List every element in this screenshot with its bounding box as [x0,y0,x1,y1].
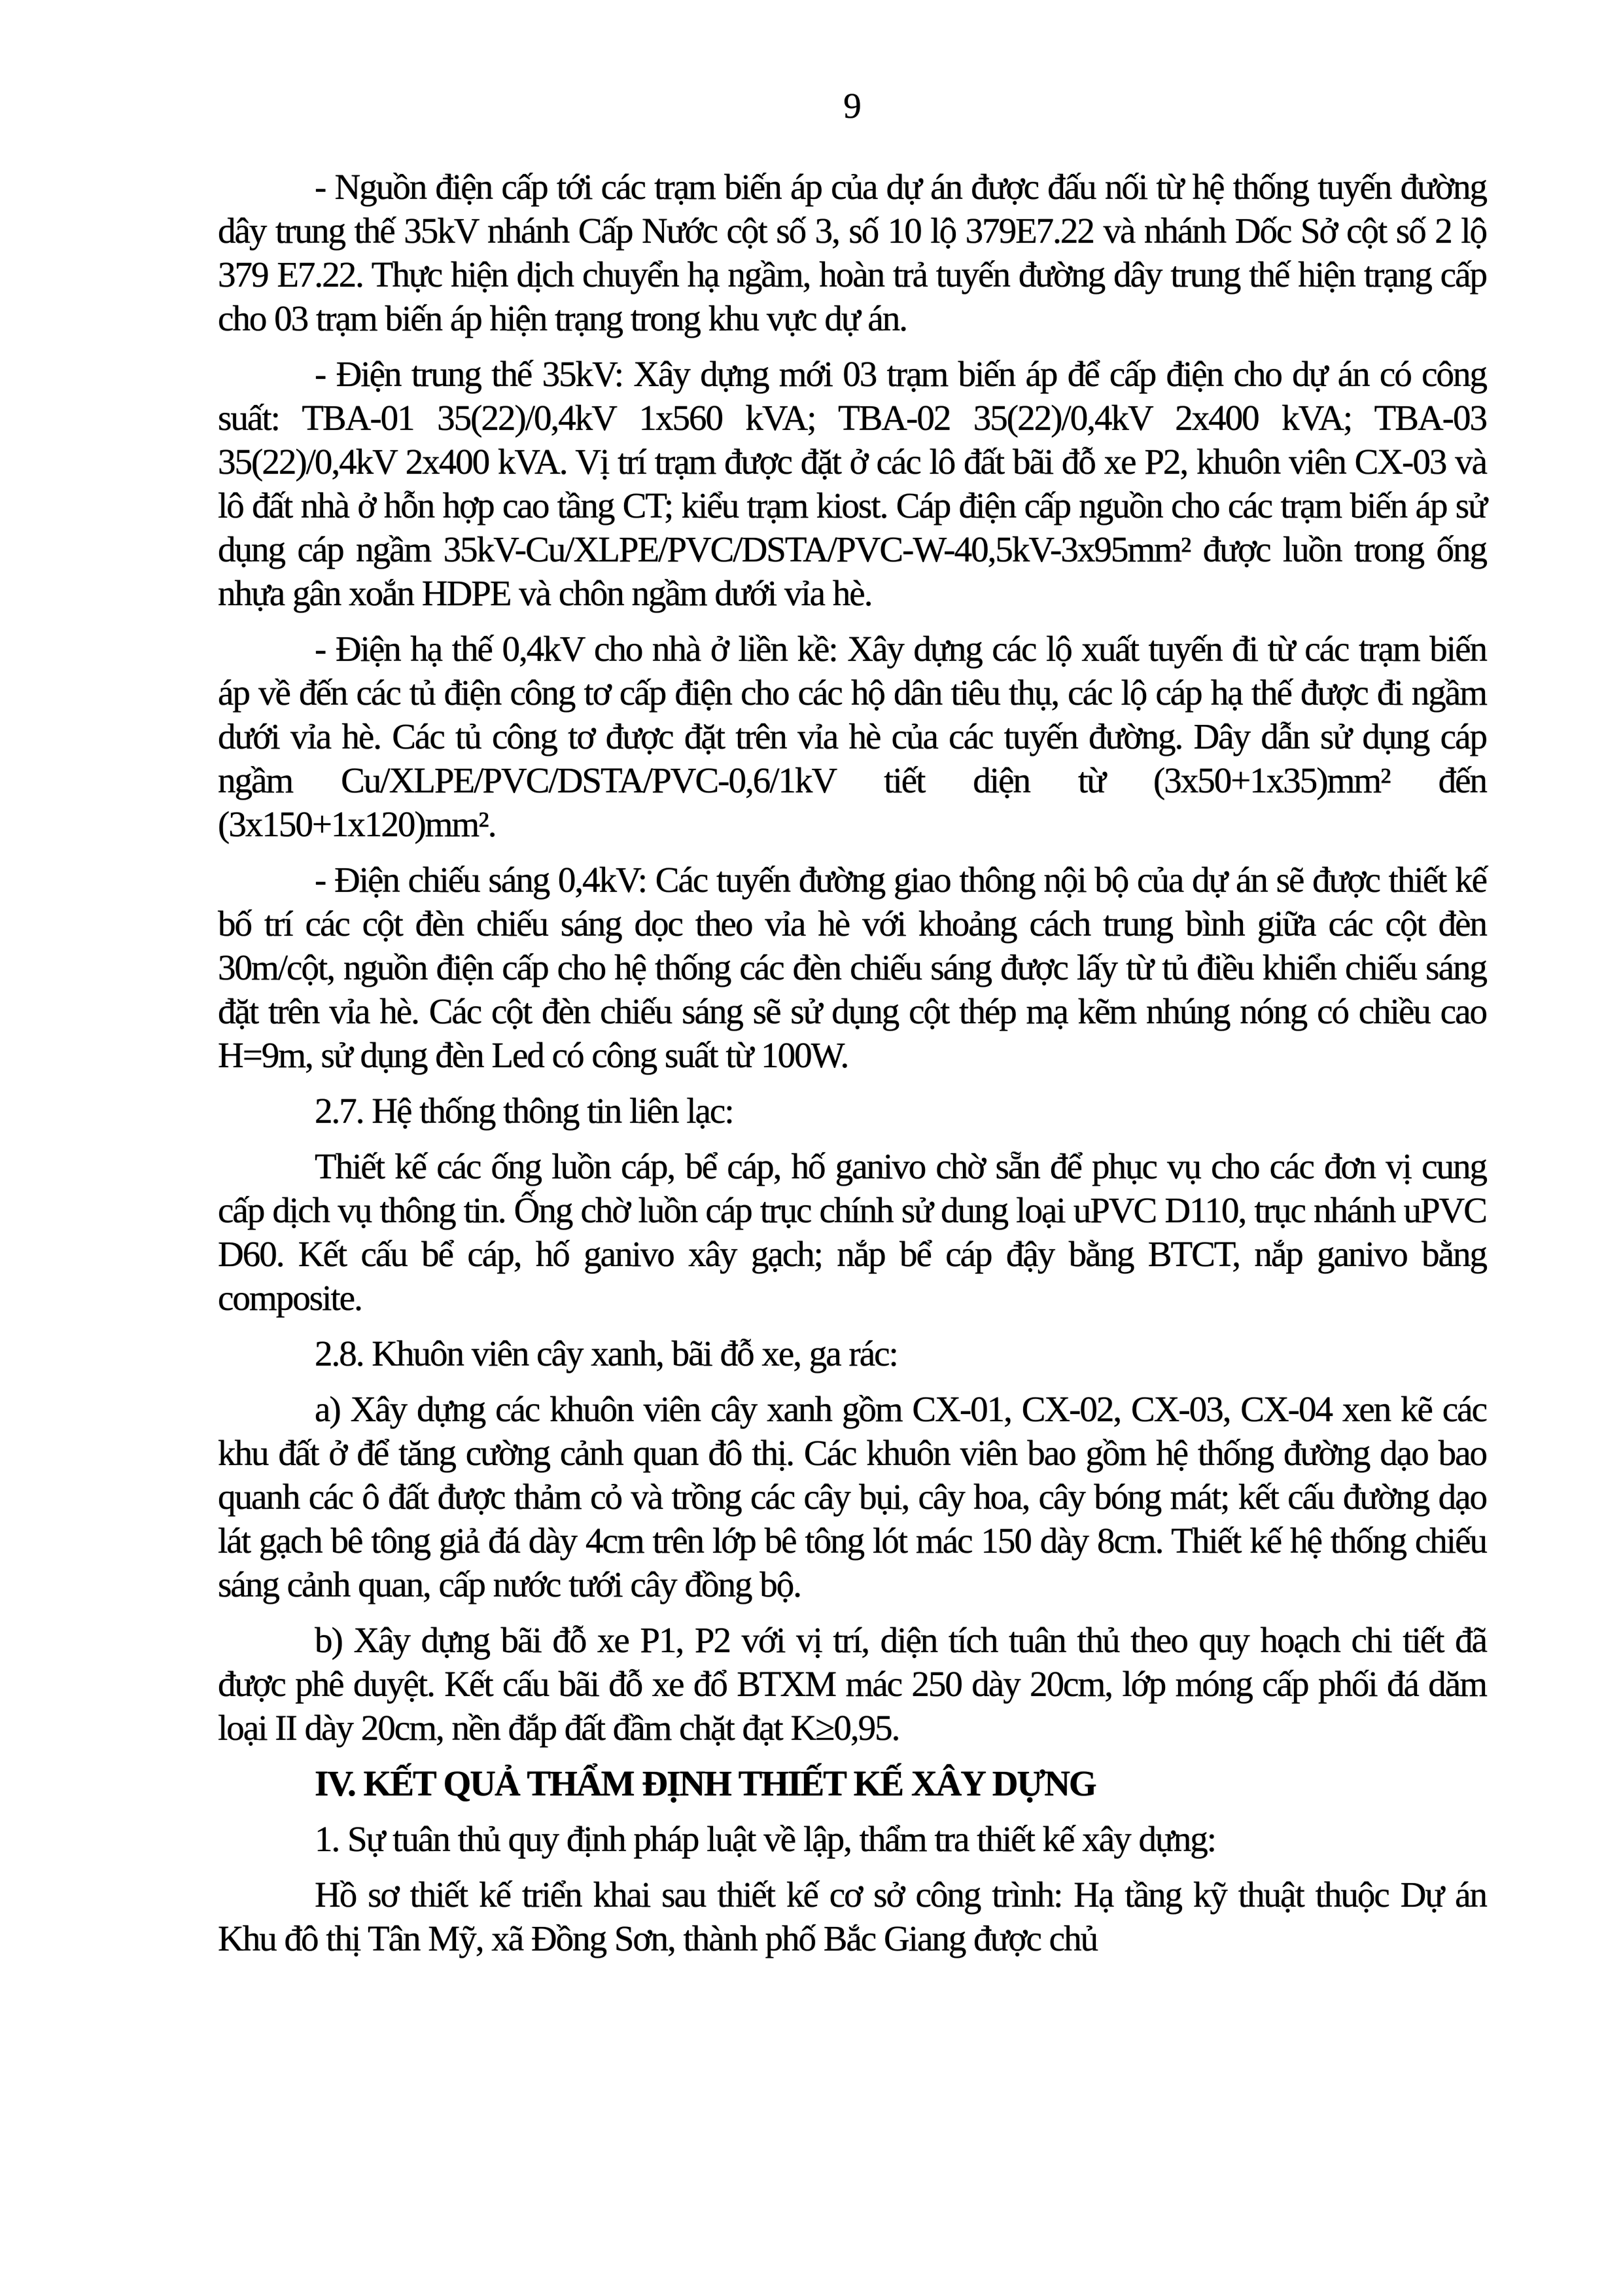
section-heading-iv-appraisal-results: IV. KẾT QUẢ THẨM ĐỊNH THIẾT KẾ XÂY DỰNG [315,1763,1096,1803]
section-heading-2-8-landscape-parking: 2.8. Khuôn viên cây xanh, bãi đỗ xe, ga rác: [315,1333,898,1373]
section-heading-2-7-communications: 2.7. Hệ thống thông tin liên lạc: [315,1091,733,1131]
paragraph-green-areas: a) Xây dựng các khuôn viên cây xanh gồm CX-01, CX-02, CX-03, CX-04 xen kẽ các khu đất ở để tăng cường cảnh quan đô thị. Các khuôn viên bao gồm hệ thống đường dạo bao quanh các ô đất được thảm cỏ và trồng các cây bụi, cây hoa, cây bóng mát; kết cấu đường dạo lát gạch bê tông giả đá dày 4cm trên lớp bê tông lót mác 150 dày 8cm. Thiết kế hệ thống chiếu sáng cảnh quan, cấp nước tưới cây đồng bộ. [218,1389,1486,1604]
paragraph-communications-design: Thiết kế các ống luồn cáp, bể cáp, hố ganivo chờ sẵn để phục vụ cho các đơn vị cung cấp dịch vụ thông tin. Ống chờ luồn cáp trục chính sử dung loại uPVC D110, trục nhánh uPVC D60. Kết cấu bể cáp, hố ganivo xây gạch; nắp bể cáp đậy bằng BTCT, nắp ganivo bằng composite. [218,1146,1486,1318]
page-number: 9 [843,86,861,126]
paragraph-power-source: - Nguồn điện cấp tới các trạm biến áp của dự án được đấu nối từ hệ thống tuyến đường dây trung thế 35kV nhánh Cấp Nước cột số 3, số 10 lộ 379E7.22 và nhánh Dốc Sở cột số 2 lộ 379 E7.22. Thực hiện dịch chuyển hạ ngầm, hoàn trả tuyến đường dây trung thế hiện trạng cấp cho 03 trạm biến áp hiện trạng trong khu vực dự án. [218,167,1486,338]
paragraph-medium-voltage-35kv: - Điện trung thế 35kV: Xây dựng mới 03 trạm biến áp để cấp điện cho dự án có công suất: TBA-01 35(22)/0,4kV 1x560 kVA; TBA-02 35(22)/0,4kV 2x400 kVA; TBA-03 35(22)/0,4kV 2x400 kVA. Vị trí trạm được đặt ở các lô đất bãi đỗ xe P2, khuôn viên CX-03 và lô đất nhà ở hỗn hợp cao tầng CT; kiểu trạm kiost. Cáp điện cấp nguồn cho các trạm biến áp sử dụng cáp ngầm 35kV-Cu/XLPE/PVC/DSTA/PVC-W-40,5kV-3x95mm² được luồn trong ống nhựa gân xoắn HDPE và chôn ngầm dưới vỉa hè. [218,354,1486,613]
paragraph-street-lighting: - Điện chiếu sáng 0,4kV: Các tuyến đường giao thông nội bộ của dự án sẽ được thiết kế bố trí các cột đèn chiếu sáng dọc theo vỉa hè với khoảng cách trung bình giữa các cột đèn 30m/cột, nguồn điện cấp cho hệ thống các đèn chiếu sáng được lấy từ tủ điều khiển chiếu sáng đặt trên vỉa hè. Các cột đèn chiếu sáng sẽ sử dụng cột thép mạ kẽm nhúng nóng có chiều cao H=9m, sử dụng đèn Led có công suất từ 100W. [218,860,1486,1075]
paragraph-parking-lots: b) Xây dựng bãi đỗ xe P1, P2 với vị trí, diện tích tuân thủ theo quy hoạch chi tiết đã được phê duyệt. Kết cấu bãi đỗ xe đổ BTXM mác 250 dày 20cm, lớp móng cấp phối đá dăm loại II dày 20cm, nền đắp đất đầm chặt đạt K≥0,95. [218,1620,1486,1748]
paragraph-low-voltage-04kv: - Điện hạ thế 0,4kV cho nhà ở liền kề: Xây dựng các lộ xuất tuyến đi từ các trạm biến áp về đến các tủ điện công tơ cấp điện cho các hộ dân tiêu thụ, các lộ cáp hạ thế được đi ngầm dưới vỉa hè. Các tủ công tơ được đặt trên vỉa hè của các tuyến đường. Dây dẫn sử dụng cáp ngầm Cu/XLPE/PVC/DSTA/PVC-0,6/1kV tiết diện từ (3x50+1x35)mm² đến (3x150+1x120)mm². [218,629,1486,844]
paragraph-legal-compliance-item-1: 1. Sự tuân thủ quy định pháp luật về lập, thẩm tra thiết kế xây dựng: [315,1819,1216,1859]
paragraph-design-dossier: Hồ sơ thiết kế triển khai sau thiết kế cơ sở công trình: Hạ tầng kỹ thuật thuộc Dự án Khu đô thị Tân Mỹ, xã Đồng Sơn, thành phố Bắc Giang được chủ [218,1875,1486,1958]
document-body [218,165,1486,1972]
